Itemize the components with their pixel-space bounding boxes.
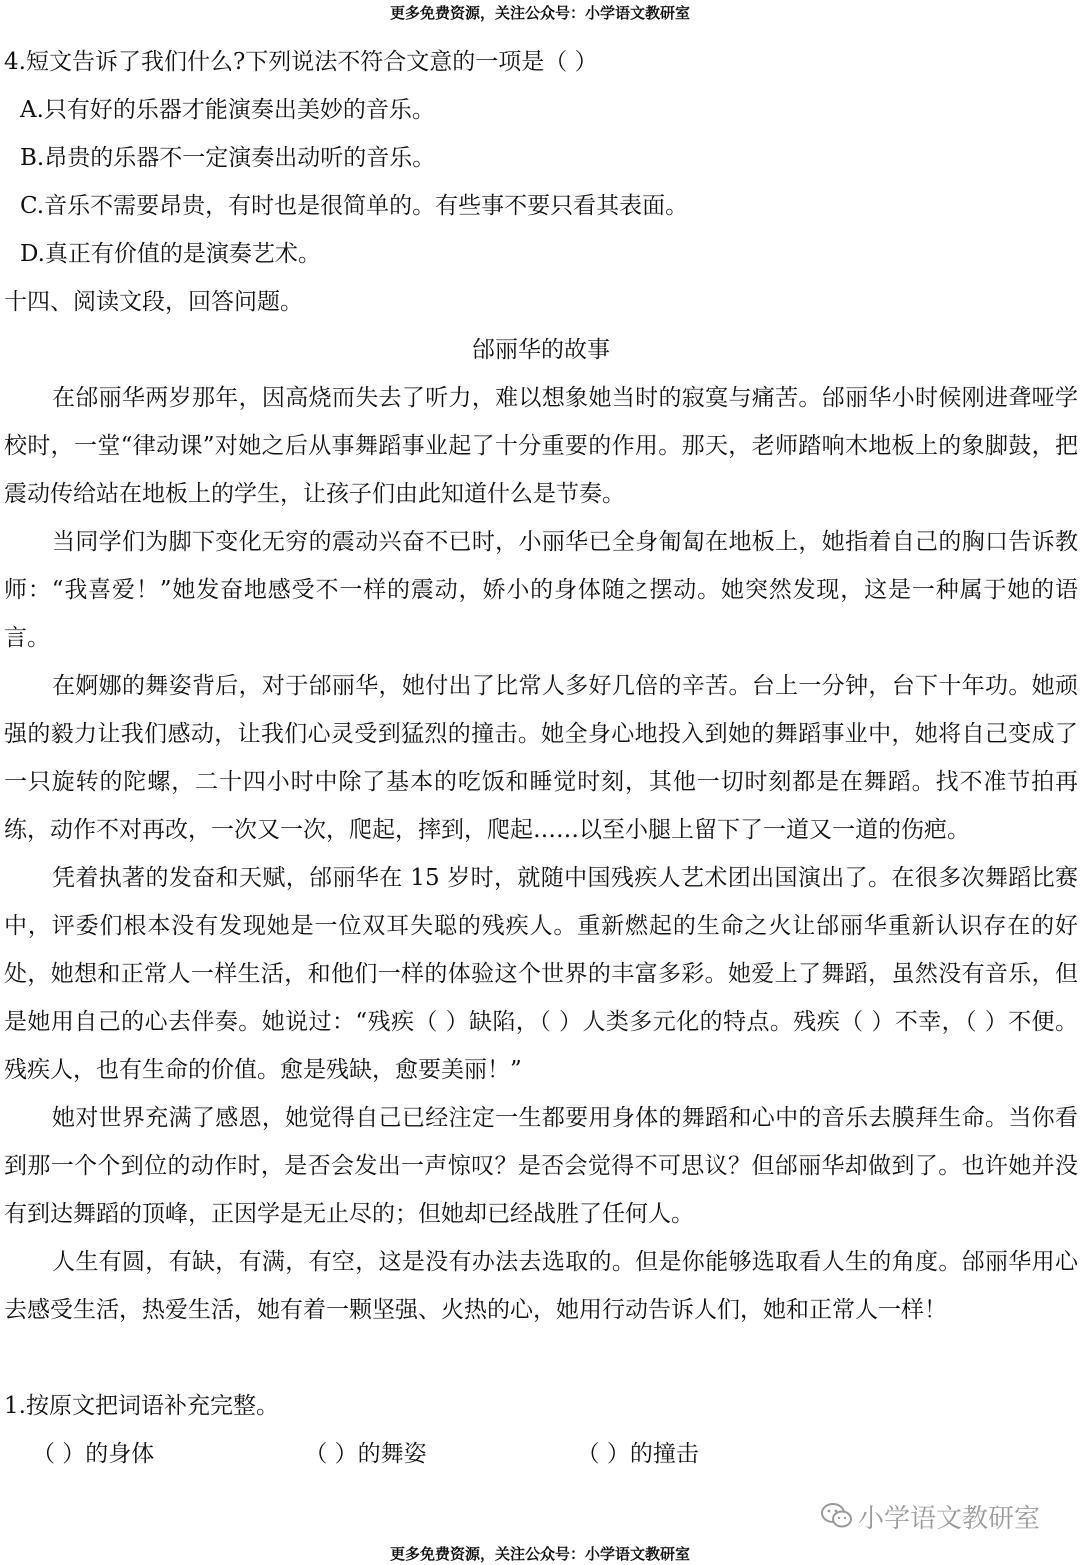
watermark-text: 小学语文教研室 (858, 1503, 1041, 1534)
passage-paragraph: 当同学们为脚下变化无穷的震动兴奋不已时，小丽华已全身匍匐在地板上，她指着自己的胸口告诉教师：“我喜爱！”她发奋地感受不一样的震动，娇小的身体随之摆动。她突然发现，这是一种属于她的语言。 (4, 529, 1078, 651)
question-4-option-c: C.音乐不需要昂贵，有时也是很简单的。有些事不要只看其表面。 (20, 193, 689, 219)
passage-paragraph: 在婀娜的舞姿背后，对于邰丽华，她付出了比常人多好几倍的辛苦。台上一分钟，台下十年功。她顽强的毅力让我们感动，让我们心灵受到猛烈的撞击。她全身心地投入到她的舞蹈事业中，她将自己变成了一只旋转的陀螺，二十四小时中除了基本的吃饭和睡觉时刻，其他一切时刻都是在舞蹈。找不准节拍再练，动作不对再改，一次又一次，爬起，摔到，爬起……以至小腿上留下了一道又一道的伤疤。 (4, 673, 1078, 843)
passage-paragraph: 她对世界充满了感恩，她觉得自己已经注定一生都要用身体的舞蹈和心中的音乐去膜拜生命。当你看到那一个个到位的动作时，是否会发出一声惊叹？是否会觉得不可思议？但邰丽华却做到了。也许她并没有到达舞蹈的顶峰，正因学是无止尽的；但她却已经战胜了任何人。 (4, 1105, 1078, 1227)
question-4-stem: 4.短文告诉了我们什么?下列说法不符合文意的一项是（ ） (4, 49, 598, 75)
fill-blank-item: （ ）的撞击 (576, 1441, 699, 1467)
question-1-blanks (4, 1430, 1078, 1478)
passage-paragraph: 凭着执著的发奋和天赋，邰丽华在 15 岁时，就随中国残疾人艺术团出国演出了。在很多次舞蹈比赛中，评委们根本没有发现她是一位双耳失聪的残疾人。重新燃起的生命之火让邰丽华重新认识存在的好处，她想和正常人一样生活，和他们一样的体验这个世界的丰富多彩。她爱上了舞蹈，虽然没有音乐，但是她用自己的心去伴奏。她说过：“残疾（ ）缺陷，（ ）人类多元化的特点。残疾（ ）不幸，（ ）不便。残疾人，也有生命的价值。愈是残缺，愈要美丽！” (4, 865, 1078, 1083)
section-14-heading: 十四、阅读文段，回答问题。 (4, 289, 303, 315)
question-1-stem: 1.按原文把词语补充完整。 (4, 1393, 279, 1419)
watermark (820, 1498, 1040, 1534)
passage-title: 邰丽华的故事 (472, 337, 610, 363)
page-footer: 更多免费资源，关注公众号：小学语文教研室 (389, 1545, 690, 1563)
question-4-option-a: A.只有好的乐器才能演奏出美妙的音乐。 (20, 97, 435, 123)
page-header: 更多免费资源，关注公众号：小学语文教研室 (389, 4, 690, 22)
document-body (4, 38, 1078, 1478)
passage-paragraph: 在邰丽华两岁那年，因高烧而失去了听力，难以想象她当时的寂寞与痛苦。邰丽华小时候刚进聋哑学校时，一堂“律动课”对她之后从事舞蹈事业起了十分重要的作用。那天，老师踏响木地板上的象脚鼓，把震动传给站在地板上的学生，让孩子们由此知道什么是节奏。 (4, 385, 1078, 507)
fill-blank-item: （ ）的身体 (32, 1441, 155, 1467)
wechat-icon (820, 1502, 854, 1530)
spacer (4, 1334, 1078, 1382)
question-4-option-b: B.昂贵的乐器不一定演奏出动听的音乐。 (20, 145, 436, 171)
passage-paragraph: 人生有圆，有缺，有满，有空，这是没有办法去选取的。但是你能够选取看人生的角度。邰丽华用心去感受生活，热爱生活，她有着一颗坚强、火热的心，她用行动告诉人们，她和正常人一样！ (4, 1249, 1078, 1323)
question-4-option-d: D.真正有价值的是演奏艺术。 (20, 241, 321, 267)
fill-blank-item: （ ）的舞姿 (304, 1441, 427, 1467)
